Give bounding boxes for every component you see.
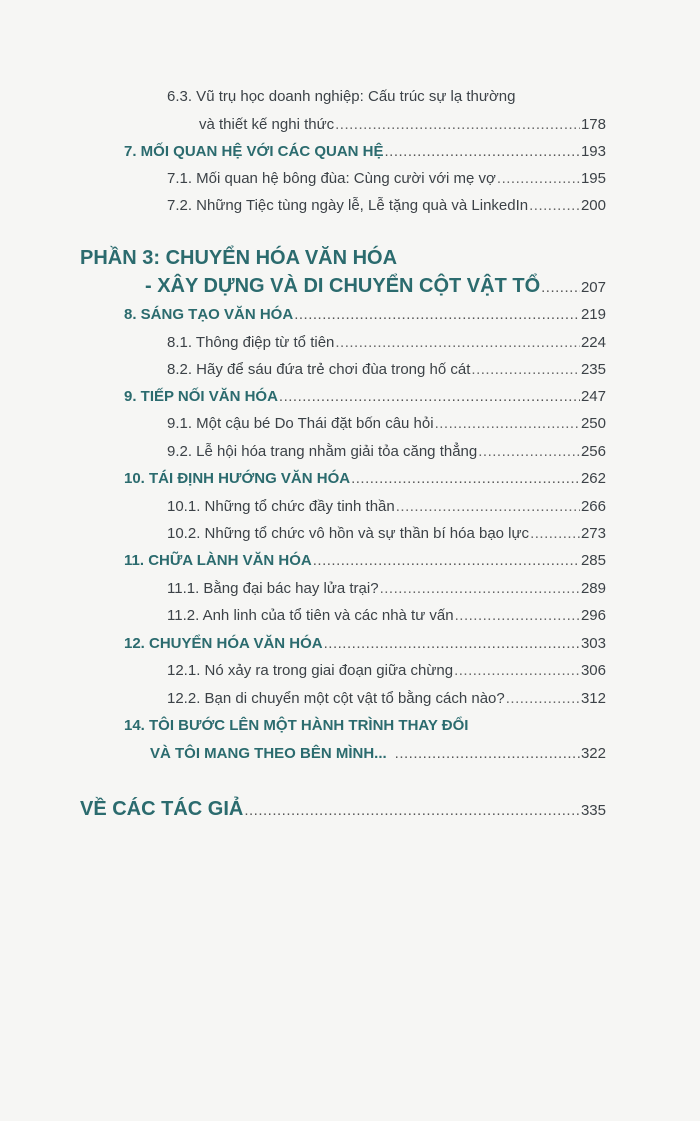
toc-chapter-title: 11. CHỮA LÀNH VĂN HÓA xyxy=(124,552,312,569)
toc-page-number: 273 xyxy=(580,525,606,542)
toc-entry-12-2[interactable] xyxy=(167,690,606,707)
toc-page-number: 224 xyxy=(580,334,606,351)
dot-leader xyxy=(351,470,580,487)
toc-entry-12-1[interactable] xyxy=(167,662,606,679)
toc-entry-9-2[interactable] xyxy=(167,443,606,460)
toc-chapter-title: 7. MỐI QUAN HỆ VỚI CÁC QUAN HỆ xyxy=(124,143,384,160)
dot-leader xyxy=(529,197,580,214)
toc-page-number: 200 xyxy=(580,197,606,214)
toc-page-number: 195 xyxy=(580,170,606,187)
dot-leader xyxy=(313,552,580,569)
toc-page-number: 322 xyxy=(580,745,606,762)
toc-entry-8-1[interactable] xyxy=(167,334,606,351)
toc-entry-title: 12.2. Bạn di chuyển một cột vật tổ bằng cách nào? xyxy=(167,690,505,707)
toc-chapter-title: VÀ TÔI MANG THEO BÊN MÌNH... xyxy=(150,745,387,762)
toc-entry-9-1[interactable] xyxy=(167,415,606,432)
toc-part-3[interactable] xyxy=(145,275,606,298)
toc-chapter-14[interactable] xyxy=(150,745,606,762)
dot-leader xyxy=(335,334,580,351)
toc-entry-title: 11.2. Anh linh của tổ tiên và các nhà tư vấn xyxy=(167,607,454,624)
toc-entry-11-1[interactable] xyxy=(167,580,606,597)
toc-page-number: 285 xyxy=(580,552,606,569)
toc-page-number: 193 xyxy=(580,143,606,160)
dot-leader xyxy=(455,607,580,624)
toc-chapter-11[interactable] xyxy=(124,552,606,569)
toc-entry-title: 9.1. Một cậu bé Do Thái đặt bốn câu hỏi xyxy=(167,415,434,432)
toc-entry-title: 10.1. Những tổ chức đầy tinh thần xyxy=(167,498,395,515)
toc-entry-7-2[interactable] xyxy=(167,197,606,214)
dot-leader xyxy=(506,690,580,707)
toc-chapter-12[interactable] xyxy=(124,635,606,652)
toc-authors[interactable] xyxy=(80,798,606,821)
toc-chapter-7[interactable] xyxy=(124,143,606,160)
toc-chapter-title: 10. TÁI ĐỊNH HƯỚNG VĂN HÓA xyxy=(124,470,351,487)
toc-page-number: 289 xyxy=(580,580,606,597)
toc-page-number: 266 xyxy=(580,498,606,515)
dot-leader xyxy=(335,116,580,133)
dot-leader xyxy=(244,802,580,819)
dot-leader xyxy=(380,580,580,597)
toc-page-number: 247 xyxy=(580,388,606,405)
toc-entry-6-3-line1: 6.3. Vũ trụ học doanh nghiệp: Cấu trúc sự lạ thường xyxy=(167,88,516,105)
toc-entry-title: 9.2. Lễ hội hóa trang nhằm giải tỏa căng thẳng xyxy=(167,443,478,460)
dot-leader xyxy=(497,170,580,187)
toc-chapter-10[interactable] xyxy=(124,470,606,487)
toc-chapter-title: 12. CHUYỂN HÓA VĂN HÓA xyxy=(124,635,323,652)
toc-page-number: 235 xyxy=(580,361,606,378)
toc-page-number: 303 xyxy=(580,635,606,652)
toc-page-number: 306 xyxy=(580,662,606,679)
toc-entry-title: 12.1. Nó xảy ra trong giai đoạn giữa chừng xyxy=(167,662,454,679)
toc-entry-11-2[interactable] xyxy=(167,607,606,624)
toc-page-number: 296 xyxy=(580,607,606,624)
toc-page-number: 312 xyxy=(580,690,606,707)
toc-chapter-8[interactable] xyxy=(124,306,606,323)
toc-entry-title: 7.2. Những Tiệc tùng ngày lễ, Lễ tặng quà và LinkedIn xyxy=(167,197,529,214)
toc-page-number: 250 xyxy=(580,415,606,432)
dot-leader xyxy=(435,415,580,432)
toc-entry-10-2[interactable] xyxy=(167,525,606,542)
dot-leader xyxy=(541,279,580,296)
dot-leader xyxy=(395,745,580,762)
toc-entry-title: 8.1. Thông điệp từ tổ tiên xyxy=(167,334,335,351)
toc-page-number: 219 xyxy=(580,306,606,323)
toc-page-number: 335 xyxy=(580,802,606,819)
dot-leader xyxy=(279,388,580,405)
toc-entry-7-1[interactable] xyxy=(167,170,606,187)
toc-chapter-title: 8. SÁNG TẠO VĂN HÓA xyxy=(124,306,294,323)
toc-entry-10-1[interactable] xyxy=(167,498,606,515)
toc-entry-8-2[interactable] xyxy=(167,361,606,378)
toc-entry-title: 8.2. Hãy để sáu đứa trẻ chơi đùa trong hố cát xyxy=(167,361,471,378)
toc-entry-title: 11.1. Bằng đại bác hay lửa trại? xyxy=(167,580,379,597)
dot-leader xyxy=(454,662,580,679)
toc-entry-title: và thiết kế nghi thức xyxy=(199,116,335,133)
toc-entry-title: 10.2. Những tổ chức vô hồn và sự thần bí hóa bạo lực xyxy=(167,525,530,542)
toc-page-number: 207 xyxy=(580,279,606,296)
dot-leader xyxy=(471,361,580,378)
toc-part-title: - XÂY DỰNG VÀ DI CHUYỂN CỘT VẬT TỔ xyxy=(145,275,541,297)
toc-entry-6-3[interactable] xyxy=(199,116,606,133)
toc-entry-title: 7.1. Mối quan hệ bông đùa: Cùng cười với mẹ vợ xyxy=(167,170,496,187)
toc-part-title: VỀ CÁC TÁC GIẢ xyxy=(80,798,244,820)
toc-page-number: 256 xyxy=(580,443,606,460)
dot-leader xyxy=(384,143,579,160)
dot-leader xyxy=(478,443,580,460)
dot-leader xyxy=(530,525,580,542)
toc-chapter-title: 9. TIẾP NỐI VĂN HÓA xyxy=(124,388,278,405)
toc-page-number: 262 xyxy=(580,470,606,487)
toc-page-number: 178 xyxy=(580,116,606,133)
toc-chapter-9[interactable] xyxy=(124,388,606,405)
toc-chapter-14-line1: 14. TÔI BƯỚC LÊN MỘT HÀNH TRÌNH THAY ĐỔI xyxy=(124,717,469,734)
toc-part-3-line1: PHẦN 3: CHUYỂN HÓA VĂN HÓA xyxy=(80,247,398,269)
dot-leader xyxy=(324,635,580,652)
dot-leader xyxy=(396,498,580,515)
dot-leader xyxy=(294,306,580,323)
